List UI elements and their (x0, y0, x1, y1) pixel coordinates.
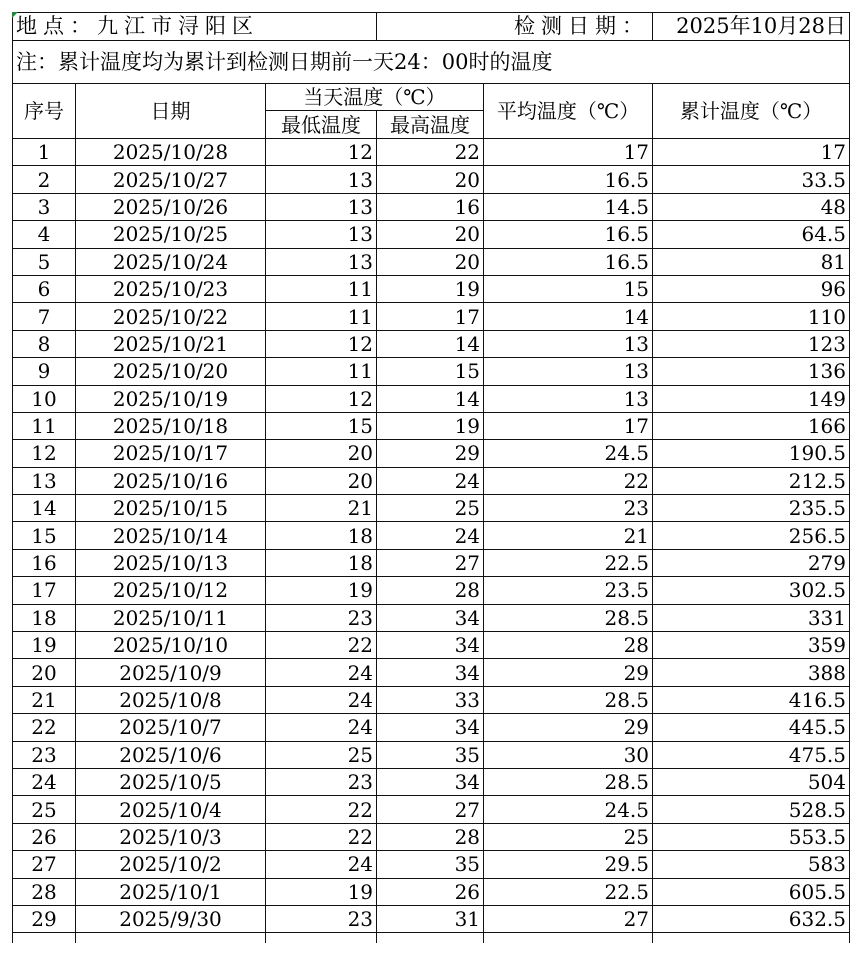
row-cum-temp-cell[interactable]: 136 (653, 358, 850, 385)
row-avg-temp-cell[interactable]: 29 (484, 714, 653, 741)
row-date-cell[interactable]: 2025/10/4 (76, 796, 266, 823)
table-row-partial (13, 933, 850, 944)
row-max-temp-cell[interactable]: 35 (377, 851, 484, 878)
row-date-cell[interactable]: 2025/10/1 (76, 878, 266, 905)
row-date-cell[interactable]: 2025/10/20 (76, 358, 266, 385)
row-cum-temp-cell[interactable]: 166 (653, 412, 850, 439)
row-max-temp-cell[interactable]: 34 (377, 632, 484, 659)
row-date-cell[interactable]: 2025/10/7 (76, 714, 266, 741)
col-header-max-temp[interactable]: 最高温度 (377, 111, 484, 139)
row-date-cell[interactable]: 2025/10/6 (76, 741, 266, 768)
row-date-cell[interactable]: 2025/10/19 (76, 385, 266, 412)
row-avg-temp-cell[interactable]: 17 (484, 412, 653, 439)
row-avg-temp-cell[interactable]: 24.5 (484, 796, 653, 823)
table-row (13, 632, 850, 659)
empty-cell[interactable] (266, 933, 377, 944)
row-min-temp-cell[interactable]: 18 (266, 549, 377, 576)
row-date-cell[interactable]: 2025/9/30 (76, 905, 266, 932)
table-row (13, 412, 850, 439)
col-header-day-temp[interactable]: 当天温度（℃） (266, 84, 484, 111)
row-avg-temp-cell[interactable]: 21 (484, 522, 653, 549)
row-cum-temp-cell[interactable]: 110 (653, 303, 850, 330)
table-row (13, 522, 850, 549)
row-min-temp-cell[interactable]: 24 (266, 686, 377, 713)
row-index-cell[interactable]: 7 (13, 303, 76, 330)
row-max-temp-cell[interactable]: 26 (377, 878, 484, 905)
row-max-temp-cell[interactable]: 20 (377, 221, 484, 248)
row-max-temp-cell[interactable]: 28 (377, 577, 484, 604)
row-cum-temp-cell[interactable]: 388 (653, 659, 850, 686)
row-index-cell[interactable]: 28 (13, 878, 76, 905)
row-cum-temp-cell[interactable]: 64.5 (653, 221, 850, 248)
date-label-cell[interactable]: 检测日期： (377, 13, 653, 41)
col-header-cum-temp[interactable]: 累计温度（℃） (653, 84, 850, 139)
row-min-temp-cell[interactable]: 11 (266, 303, 377, 330)
row-min-temp-cell[interactable]: 22 (266, 796, 377, 823)
row-cum-temp-cell[interactable]: 331 (653, 604, 850, 631)
row-index-cell[interactable]: 18 (13, 604, 76, 631)
row-index-cell[interactable]: 25 (13, 796, 76, 823)
row-cum-temp-cell[interactable]: 96 (653, 275, 850, 302)
row-cum-temp-cell[interactable]: 235.5 (653, 495, 850, 522)
table-row (13, 714, 850, 741)
table-row (13, 823, 850, 850)
header-row-top (13, 84, 850, 111)
row-min-temp-cell[interactable]: 11 (266, 358, 377, 385)
row-date-cell[interactable]: 2025/10/12 (76, 577, 266, 604)
row-avg-temp-cell[interactable]: 17 (484, 139, 653, 166)
table-row (13, 549, 850, 576)
row-cum-temp-cell[interactable]: 553.5 (653, 823, 850, 850)
table-row (13, 577, 850, 604)
table-row (13, 275, 850, 302)
row-cum-temp-cell[interactable]: 632.5 (653, 905, 850, 932)
row-index-cell[interactable]: 19 (13, 632, 76, 659)
row-cum-temp-cell[interactable]: 33.5 (653, 166, 850, 193)
row-min-temp-cell[interactable]: 22 (266, 823, 377, 850)
table-row (13, 878, 850, 905)
row-avg-temp-cell[interactable]: 28 (484, 632, 653, 659)
row-date-cell[interactable]: 2025/10/16 (76, 467, 266, 494)
row-min-temp-cell[interactable]: 12 (266, 330, 377, 357)
row-avg-temp-cell[interactable]: 16.5 (484, 166, 653, 193)
row-max-temp-cell[interactable]: 14 (377, 385, 484, 412)
row-min-temp-cell[interactable]: 19 (266, 577, 377, 604)
row-date-cell[interactable]: 2025/10/17 (76, 440, 266, 467)
row-avg-temp-cell[interactable]: 13 (484, 385, 653, 412)
row-index-cell[interactable]: 22 (13, 714, 76, 741)
row-cum-temp-cell[interactable]: 445.5 (653, 714, 850, 741)
row-date-cell[interactable]: 2025/10/23 (76, 275, 266, 302)
row-max-temp-cell[interactable]: 22 (377, 139, 484, 166)
row-date-cell[interactable]: 2025/10/5 (76, 768, 266, 795)
empty-cell[interactable] (13, 933, 76, 944)
row-cum-temp-cell[interactable]: 48 (653, 193, 850, 220)
row-min-temp-cell[interactable]: 19 (266, 878, 377, 905)
row-index-cell[interactable]: 16 (13, 549, 76, 576)
date-value-cell[interactable]: 2025年10月28日 (653, 13, 850, 41)
empty-cell[interactable] (377, 933, 484, 944)
table-row (13, 303, 850, 330)
row-min-temp-cell[interactable]: 20 (266, 440, 377, 467)
row-index-cell[interactable]: 21 (13, 686, 76, 713)
row-avg-temp-cell[interactable]: 13 (484, 358, 653, 385)
row-avg-temp-cell[interactable]: 27 (484, 905, 653, 932)
row-date-cell[interactable]: 2025/10/25 (76, 221, 266, 248)
row-date-cell[interactable]: 2025/10/3 (76, 823, 266, 850)
table-row (13, 385, 850, 412)
row-min-temp-cell[interactable]: 12 (266, 139, 377, 166)
row-max-temp-cell[interactable]: 34 (377, 768, 484, 795)
row-avg-temp-cell[interactable]: 15 (484, 275, 653, 302)
row-min-temp-cell[interactable]: 13 (266, 221, 377, 248)
row-cum-temp-cell[interactable]: 190.5 (653, 440, 850, 467)
row-max-temp-cell[interactable]: 19 (377, 412, 484, 439)
row-max-temp-cell[interactable]: 19 (377, 275, 484, 302)
row-cum-temp-cell[interactable]: 416.5 (653, 686, 850, 713)
row-cum-temp-cell[interactable]: 528.5 (653, 796, 850, 823)
location-label: 地点： (16, 14, 97, 38)
row-avg-temp-cell[interactable]: 14.5 (484, 193, 653, 220)
temperature-table (12, 12, 850, 943)
row-cum-temp-cell[interactable]: 212.5 (653, 467, 850, 494)
row-min-temp-cell[interactable]: 23 (266, 604, 377, 631)
row-index-cell[interactable]: 27 (13, 851, 76, 878)
row-max-temp-cell[interactable]: 27 (377, 549, 484, 576)
row-cum-temp-cell[interactable]: 17 (653, 139, 850, 166)
row-avg-temp-cell[interactable]: 28.5 (484, 686, 653, 713)
row-avg-temp-cell[interactable]: 23.5 (484, 577, 653, 604)
table-row (13, 248, 850, 275)
row-index-cell[interactable]: 13 (13, 467, 76, 494)
row-min-temp-cell[interactable]: 22 (266, 632, 377, 659)
table-row (13, 358, 850, 385)
row-avg-temp-cell[interactable]: 16.5 (484, 221, 653, 248)
table-row (13, 659, 850, 686)
row-min-temp-cell[interactable]: 20 (266, 467, 377, 494)
row-max-temp-cell[interactable]: 34 (377, 714, 484, 741)
note-cell[interactable]: 注：累计温度均为累计到检测日期前一天24：00时的温度 (13, 41, 850, 84)
row-max-temp-cell[interactable]: 16 (377, 193, 484, 220)
row-cum-temp-cell[interactable]: 504 (653, 768, 850, 795)
row-index-cell[interactable]: 9 (13, 358, 76, 385)
row-date-cell[interactable]: 2025/10/9 (76, 659, 266, 686)
row-max-temp-cell[interactable]: 14 (377, 330, 484, 357)
row-cum-temp-cell[interactable]: 359 (653, 632, 850, 659)
row-avg-temp-cell[interactable]: 16.5 (484, 248, 653, 275)
col-header-date[interactable]: 日期 (76, 84, 266, 139)
row-avg-temp-cell[interactable]: 30 (484, 741, 653, 768)
row-cum-temp-cell[interactable]: 149 (653, 385, 850, 412)
table-row (13, 166, 850, 193)
row-cum-temp-cell[interactable]: 279 (653, 549, 850, 576)
row-min-temp-cell[interactable]: 15 (266, 412, 377, 439)
location-value: 九江市浔阳区 (97, 14, 259, 38)
row-date-cell[interactable]: 2025/10/15 (76, 495, 266, 522)
row-index-cell[interactable]: 29 (13, 905, 76, 932)
row-max-temp-cell[interactable]: 15 (377, 358, 484, 385)
row-min-temp-cell[interactable]: 11 (266, 275, 377, 302)
row-cum-temp-cell[interactable]: 256.5 (653, 522, 850, 549)
row-min-temp-cell[interactable]: 23 (266, 768, 377, 795)
row-max-temp-cell[interactable]: 29 (377, 440, 484, 467)
row-date-cell[interactable]: 2025/10/26 (76, 193, 266, 220)
empty-cell[interactable] (653, 933, 850, 944)
row-avg-temp-cell[interactable]: 22.5 (484, 549, 653, 576)
row-index-cell[interactable]: 6 (13, 275, 76, 302)
row-avg-temp-cell[interactable]: 28.5 (484, 604, 653, 631)
row-avg-temp-cell[interactable]: 29.5 (484, 851, 653, 878)
row-cum-temp-cell[interactable]: 583 (653, 851, 850, 878)
row-max-temp-cell[interactable]: 20 (377, 166, 484, 193)
row-avg-temp-cell[interactable]: 22.5 (484, 878, 653, 905)
table-row (13, 768, 850, 795)
row-min-temp-cell[interactable]: 24 (266, 659, 377, 686)
table-row (13, 139, 850, 166)
row-min-temp-cell[interactable]: 12 (266, 385, 377, 412)
row-index-cell[interactable]: 1 (13, 139, 76, 166)
row-index-cell[interactable]: 2 (13, 166, 76, 193)
row-index-cell[interactable]: 20 (13, 659, 76, 686)
row-index-cell[interactable]: 17 (13, 577, 76, 604)
row-index-cell[interactable]: 4 (13, 221, 76, 248)
row-cum-temp-cell[interactable]: 605.5 (653, 878, 850, 905)
row-min-temp-cell[interactable]: 13 (266, 166, 377, 193)
location-cell[interactable] (13, 13, 377, 41)
table-row (13, 686, 850, 713)
row-index-cell[interactable]: 14 (13, 495, 76, 522)
empty-cell[interactable] (484, 933, 653, 944)
row-min-temp-cell[interactable]: 25 (266, 741, 377, 768)
row-max-temp-cell[interactable]: 35 (377, 741, 484, 768)
col-header-min-temp[interactable]: 最低温度 (266, 111, 377, 139)
row-avg-temp-cell[interactable]: 13 (484, 330, 653, 357)
table-row (13, 495, 850, 522)
row-date-cell[interactable]: 2025/10/27 (76, 166, 266, 193)
temperature-sheet (12, 12, 849, 943)
row-avg-temp-cell[interactable]: 14 (484, 303, 653, 330)
row-date-cell[interactable]: 2025/10/14 (76, 522, 266, 549)
row-max-temp-cell[interactable]: 28 (377, 823, 484, 850)
row-avg-temp-cell[interactable]: 24.5 (484, 440, 653, 467)
row-index-cell[interactable]: 15 (13, 522, 76, 549)
row-index-cell[interactable]: 11 (13, 412, 76, 439)
cell-comment-marker-icon (12, 12, 18, 18)
row-cum-temp-cell[interactable]: 302.5 (653, 577, 850, 604)
table-row (13, 741, 850, 768)
note-row (13, 41, 850, 84)
empty-cell[interactable] (76, 933, 266, 944)
row-min-temp-cell[interactable]: 18 (266, 522, 377, 549)
row-index-cell[interactable]: 26 (13, 823, 76, 850)
row-min-temp-cell[interactable]: 24 (266, 851, 377, 878)
row-min-temp-cell[interactable]: 13 (266, 193, 377, 220)
row-min-temp-cell[interactable]: 13 (266, 248, 377, 275)
col-header-avg-temp[interactable]: 平均温度（℃） (484, 84, 653, 139)
row-max-temp-cell[interactable]: 17 (377, 303, 484, 330)
row-min-temp-cell[interactable]: 21 (266, 495, 377, 522)
row-max-temp-cell[interactable]: 33 (377, 686, 484, 713)
col-header-index[interactable]: 序号 (13, 84, 76, 139)
row-date-cell[interactable]: 2025/10/21 (76, 330, 266, 357)
row-index-cell[interactable]: 23 (13, 741, 76, 768)
row-date-cell[interactable]: 2025/10/11 (76, 604, 266, 631)
table-row (13, 851, 850, 878)
table-row (13, 330, 850, 357)
row-min-temp-cell[interactable]: 24 (266, 714, 377, 741)
row-date-cell[interactable]: 2025/10/22 (76, 303, 266, 330)
table-row (13, 796, 850, 823)
row-index-cell[interactable]: 8 (13, 330, 76, 357)
title-row (13, 13, 850, 41)
row-date-cell[interactable]: 2025/10/18 (76, 412, 266, 439)
row-date-cell[interactable]: 2025/10/13 (76, 549, 266, 576)
row-date-cell[interactable]: 2025/10/2 (76, 851, 266, 878)
row-max-temp-cell[interactable]: 24 (377, 467, 484, 494)
row-index-cell[interactable]: 24 (13, 768, 76, 795)
row-avg-temp-cell[interactable]: 25 (484, 823, 653, 850)
table-row (13, 221, 850, 248)
table-row (13, 467, 850, 494)
row-cum-temp-cell[interactable]: 123 (653, 330, 850, 357)
row-index-cell[interactable]: 3 (13, 193, 76, 220)
table-row (13, 604, 850, 631)
row-cum-temp-cell[interactable]: 475.5 (653, 741, 850, 768)
row-date-cell[interactable]: 2025/10/24 (76, 248, 266, 275)
table-row (13, 905, 850, 932)
row-date-cell[interactable]: 2025/10/10 (76, 632, 266, 659)
row-avg-temp-cell[interactable]: 29 (484, 659, 653, 686)
row-index-cell[interactable]: 12 (13, 440, 76, 467)
row-index-cell[interactable]: 10 (13, 385, 76, 412)
row-index-cell[interactable]: 5 (13, 248, 76, 275)
row-avg-temp-cell[interactable]: 22 (484, 467, 653, 494)
row-max-temp-cell[interactable]: 34 (377, 659, 484, 686)
row-date-cell[interactable]: 2025/10/8 (76, 686, 266, 713)
row-max-temp-cell[interactable]: 25 (377, 495, 484, 522)
row-max-temp-cell[interactable]: 34 (377, 604, 484, 631)
row-min-temp-cell[interactable]: 23 (266, 905, 377, 932)
row-avg-temp-cell[interactable]: 23 (484, 495, 653, 522)
table-row (13, 440, 850, 467)
row-max-temp-cell[interactable]: 24 (377, 522, 484, 549)
row-max-temp-cell[interactable]: 20 (377, 248, 484, 275)
table-row (13, 193, 850, 220)
row-max-temp-cell[interactable]: 27 (377, 796, 484, 823)
row-max-temp-cell[interactable]: 31 (377, 905, 484, 932)
row-cum-temp-cell[interactable]: 81 (653, 248, 850, 275)
row-date-cell[interactable]: 2025/10/28 (76, 139, 266, 166)
row-avg-temp-cell[interactable]: 28.5 (484, 768, 653, 795)
